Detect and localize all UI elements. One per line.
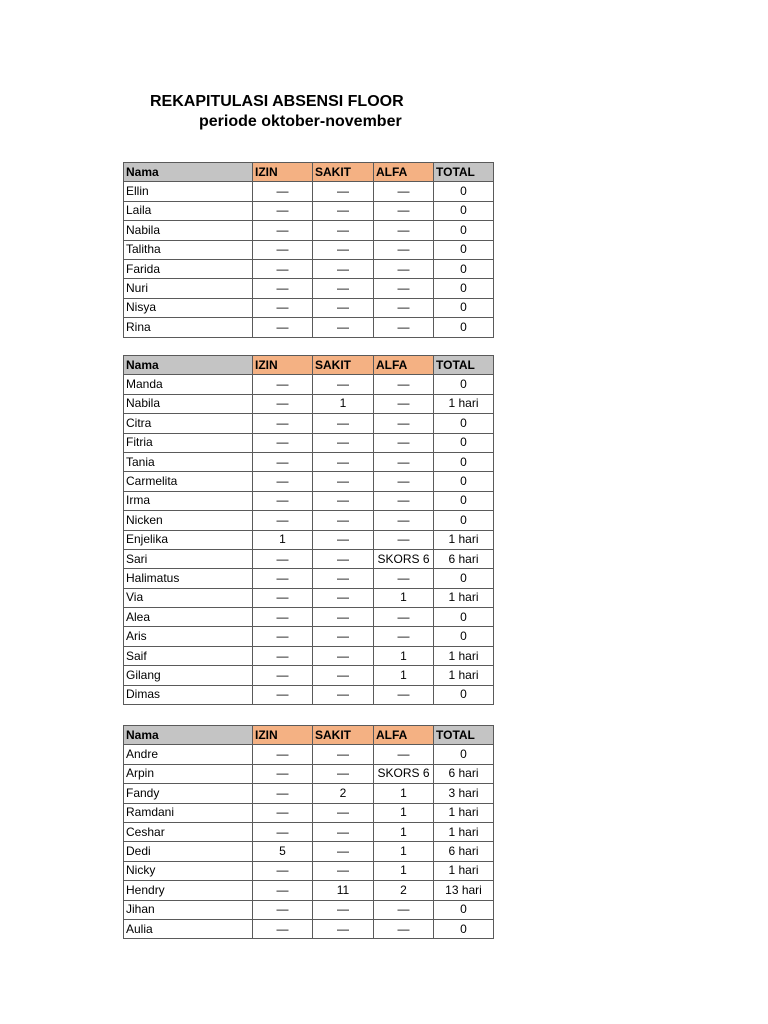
cell-sakit: — [313,549,374,568]
cell-alfa: — [374,900,434,919]
cell-nama: Via [124,588,253,607]
document-title: REKAPITULASI ABSENSI FLOOR [150,93,404,110]
cell-total: 0 [434,298,494,317]
cell-alfa: 1 [374,646,434,665]
cell-nama: Nicken [124,511,253,530]
cell-sakit: — [313,842,374,861]
cell-izin: — [253,394,313,413]
cell-total: 1 hari [434,861,494,880]
cell-sakit: 2 [313,784,374,803]
cell-alfa: — [374,569,434,588]
cell-izin: — [253,472,313,491]
attendance-table-2 [123,355,494,705]
cell-izin: — [253,414,313,433]
cell-izin: — [253,900,313,919]
table-row [124,822,494,841]
cell-izin: — [253,259,313,278]
cell-total: 0 [434,627,494,646]
cell-total: 0 [434,414,494,433]
cell-sakit: — [313,375,374,394]
cell-alfa: — [374,530,434,549]
cell-alfa: — [374,472,434,491]
cell-izin: — [253,279,313,298]
cell-total: 0 [434,259,494,278]
cell-total: 3 hari [434,784,494,803]
cell-alfa: SKORS 6 [374,764,434,783]
cell-izin: — [253,549,313,568]
cell-sakit: — [313,666,374,685]
cell-izin: — [253,491,313,510]
cell-total: 0 [434,491,494,510]
cell-izin: — [253,240,313,259]
cell-sakit: — [313,900,374,919]
cell-sakit: — [313,298,374,317]
cell-izin: — [253,666,313,685]
cell-total: 0 [434,433,494,452]
cell-alfa: 1 [374,822,434,841]
cell-izin: 5 [253,842,313,861]
header-sakit: SAKIT [313,356,374,375]
header-izin: IZIN [253,356,313,375]
cell-nama: Tania [124,452,253,471]
cell-total: 0 [434,569,494,588]
cell-izin: — [253,646,313,665]
cell-alfa: 1 [374,666,434,685]
cell-izin: 1 [253,530,313,549]
table-row [124,842,494,861]
cell-total: 0 [434,182,494,201]
cell-sakit: — [313,822,374,841]
cell-izin: — [253,201,313,220]
header-nama: Nama [124,726,253,745]
cell-nama: Fitria [124,433,253,452]
cell-alfa: — [374,201,434,220]
cell-sakit: — [313,491,374,510]
cell-total: 0 [434,919,494,938]
cell-alfa: — [374,627,434,646]
header-total: TOTAL [434,726,494,745]
cell-alfa: 1 [374,842,434,861]
cell-total: 0 [434,201,494,220]
table-row [124,881,494,900]
cell-izin: — [253,745,313,764]
table-row [124,685,494,704]
cell-total: 0 [434,472,494,491]
cell-sakit: — [313,414,374,433]
cell-total: 0 [434,318,494,337]
header-nama: Nama [124,163,253,182]
cell-izin: — [253,685,313,704]
table-row [124,279,494,298]
cell-nama: Nabila [124,394,253,413]
cell-sakit: — [313,452,374,471]
cell-sakit: — [313,627,374,646]
cell-sakit: — [313,182,374,201]
cell-alfa: SKORS 6 [374,549,434,568]
cell-izin: — [253,803,313,822]
cell-sakit: — [313,511,374,530]
cell-nama: Dedi [124,842,253,861]
cell-alfa: — [374,745,434,764]
cell-nama: Saif [124,646,253,665]
table-row [124,394,494,413]
cell-nama: Carmelita [124,472,253,491]
cell-sakit: 11 [313,881,374,900]
table-row [124,900,494,919]
cell-nama: Hendry [124,881,253,900]
cell-total: 0 [434,240,494,259]
cell-nama: Dimas [124,685,253,704]
cell-nama: Nuri [124,279,253,298]
table-row [124,414,494,433]
cell-total: 6 hari [434,549,494,568]
cell-alfa: — [374,240,434,259]
table-row [124,803,494,822]
cell-sakit: — [313,279,374,298]
table-row [124,240,494,259]
cell-sakit: — [313,745,374,764]
cell-alfa: — [374,375,434,394]
header-alfa: ALFA [374,163,434,182]
cell-nama: Farida [124,259,253,278]
table-row [124,919,494,938]
header-row [124,356,494,375]
cell-total: 6 hari [434,842,494,861]
cell-sakit: — [313,646,374,665]
cell-nama: Jihan [124,900,253,919]
table-row [124,666,494,685]
cell-nama: Talitha [124,240,253,259]
table-row [124,318,494,337]
cell-izin: — [253,608,313,627]
cell-izin: — [253,881,313,900]
cell-izin: — [253,452,313,471]
cell-sakit: — [313,919,374,938]
cell-izin: — [253,221,313,240]
cell-sakit: — [313,433,374,452]
cell-total: 0 [434,375,494,394]
table-row [124,764,494,783]
cell-nama: Sari [124,549,253,568]
cell-izin: — [253,433,313,452]
cell-alfa: 1 [374,803,434,822]
cell-izin: — [253,569,313,588]
header-total: TOTAL [434,163,494,182]
table-row [124,608,494,627]
header-row [124,726,494,745]
cell-alfa: — [374,221,434,240]
cell-alfa: — [374,414,434,433]
cell-total: 1 hari [434,666,494,685]
cell-izin: — [253,511,313,530]
cell-izin: — [253,919,313,938]
cell-nama: Halimatus [124,569,253,588]
cell-alfa: — [374,279,434,298]
table-row [124,530,494,549]
header-izin: IZIN [253,726,313,745]
cell-total: 13 hari [434,881,494,900]
cell-total: 1 hari [434,803,494,822]
attendance-table-1 [123,162,494,338]
cell-sakit: — [313,240,374,259]
table-row [124,221,494,240]
table-row [124,433,494,452]
cell-sakit: — [313,318,374,337]
cell-izin: — [253,298,313,317]
cell-izin: — [253,627,313,646]
cell-alfa: 2 [374,881,434,900]
cell-total: 1 hari [434,822,494,841]
cell-sakit: — [313,861,374,880]
cell-total: 0 [434,221,494,240]
table-row [124,549,494,568]
cell-nama: Nisya [124,298,253,317]
cell-nama: Arpin [124,764,253,783]
cell-nama: Alea [124,608,253,627]
table-row [124,569,494,588]
cell-alfa: — [374,298,434,317]
cell-nama: Irma [124,491,253,510]
cell-alfa: — [374,394,434,413]
table-row [124,452,494,471]
cell-nama: Rina [124,318,253,337]
table-row [124,472,494,491]
table-row [124,298,494,317]
cell-alfa: — [374,318,434,337]
header-izin: IZIN [253,163,313,182]
header-sakit: SAKIT [313,163,374,182]
table-row [124,646,494,665]
cell-total: 0 [434,745,494,764]
cell-sakit: — [313,569,374,588]
cell-nama: Aris [124,627,253,646]
cell-alfa: — [374,919,434,938]
table-row [124,511,494,530]
cell-total: 0 [434,452,494,471]
cell-izin: — [253,318,313,337]
cell-total: 1 hari [434,588,494,607]
cell-alfa: — [374,433,434,452]
cell-nama: Aulia [124,919,253,938]
cell-alfa: — [374,259,434,278]
cell-nama: Ceshar [124,822,253,841]
cell-alfa: — [374,511,434,530]
header-alfa: ALFA [374,356,434,375]
cell-total: 0 [434,279,494,298]
cell-sakit: — [313,530,374,549]
cell-total: 0 [434,608,494,627]
cell-nama: Andre [124,745,253,764]
table-body [124,745,494,939]
cell-izin: — [253,764,313,783]
cell-total: 1 hari [434,530,494,549]
cell-nama: Citra [124,414,253,433]
table-row [124,588,494,607]
attendance-table-3 [123,725,494,939]
header-row [124,163,494,182]
cell-sakit: — [313,764,374,783]
cell-sakit: — [313,472,374,491]
cell-total: 0 [434,511,494,530]
table-body [124,375,494,705]
cell-nama: Laila [124,201,253,220]
cell-izin: — [253,822,313,841]
header-alfa: ALFA [374,726,434,745]
cell-total: 6 hari [434,764,494,783]
cell-nama: Manda [124,375,253,394]
cell-alfa: — [374,685,434,704]
cell-sakit: — [313,588,374,607]
cell-sakit: — [313,803,374,822]
table-row [124,259,494,278]
cell-sakit: — [313,685,374,704]
cell-alfa: 1 [374,784,434,803]
header-total: TOTAL [434,356,494,375]
table-row [124,627,494,646]
table-row [124,861,494,880]
table-body [124,182,494,337]
cell-izin: — [253,588,313,607]
table-row [124,745,494,764]
cell-izin: — [253,375,313,394]
header-sakit: SAKIT [313,726,374,745]
cell-nama: Ramdani [124,803,253,822]
cell-nama: Nabila [124,221,253,240]
cell-total: 1 hari [434,394,494,413]
table-row [124,784,494,803]
cell-sakit: 1 [313,394,374,413]
cell-izin: — [253,784,313,803]
cell-total: 1 hari [434,646,494,665]
cell-alfa: — [374,452,434,471]
cell-nama: Gilang [124,666,253,685]
cell-alfa: 1 [374,588,434,607]
cell-alfa: — [374,491,434,510]
cell-alfa: 1 [374,861,434,880]
cell-nama: Ellin [124,182,253,201]
cell-nama: Fandy [124,784,253,803]
cell-sakit: — [313,259,374,278]
document-subtitle: periode oktober-november [199,113,402,130]
cell-izin: — [253,861,313,880]
cell-total: 0 [434,900,494,919]
cell-sakit: — [313,608,374,627]
cell-izin: — [253,182,313,201]
table-row [124,375,494,394]
cell-sakit: — [313,201,374,220]
table-row [124,182,494,201]
cell-alfa: — [374,182,434,201]
table-row [124,201,494,220]
header-nama: Nama [124,356,253,375]
table-row [124,491,494,510]
cell-nama: Nicky [124,861,253,880]
cell-nama: Enjelika [124,530,253,549]
cell-alfa: — [374,608,434,627]
cell-total: 0 [434,685,494,704]
cell-sakit: — [313,221,374,240]
